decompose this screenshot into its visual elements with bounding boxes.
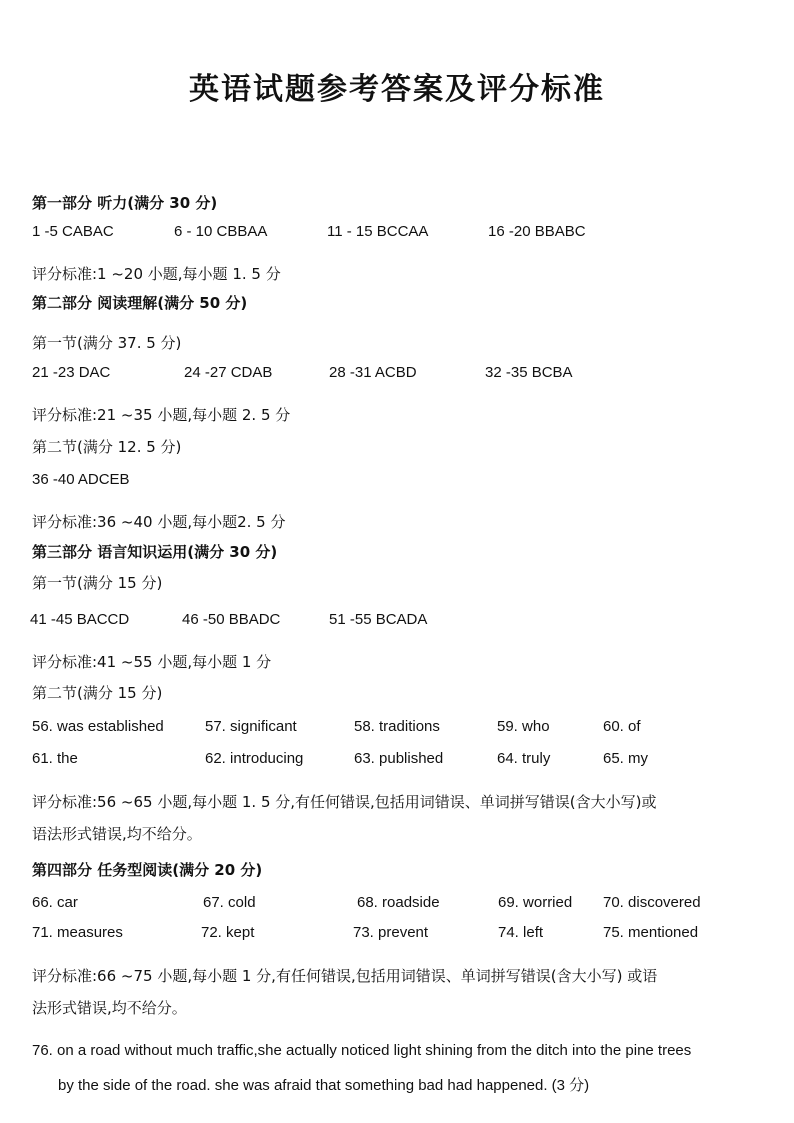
part1-answer-row (0, 223, 794, 245)
part2-section2-answer-row (0, 471, 794, 493)
part2-section2-criteria: 评分标准:36 ~40 小题,每小题2. 5 分 (32, 513, 286, 531)
answer-group: 6 - 10 CBBAA (174, 223, 268, 240)
answer-item: 74. left (498, 924, 544, 941)
answer-item: 56. was established (32, 718, 164, 735)
answer-item: 62. introducing (205, 750, 304, 767)
answer-item: 61. the (32, 750, 78, 767)
answer-item: 58. traditions (354, 718, 440, 735)
part2-section1-criteria: 评分标准:21 ~35 小题,每小题 2. 5 分 (32, 406, 291, 424)
answer-item: 70. discovered (603, 894, 701, 911)
part2-heading: 第二部分 阅读理解(满分 50 分) (32, 294, 248, 312)
answer-item: 72. kept (201, 924, 255, 941)
answer-item: 60. of (603, 718, 641, 735)
part3-section1-answer-row (0, 611, 794, 633)
part2-section1-answer-row (0, 364, 794, 386)
part3-section2-heading: 第二节(满分 15 分) (32, 684, 163, 702)
q76-answer-line1 (0, 1042, 794, 1064)
answer-item: 64. truly (497, 750, 551, 767)
answer-group: 36 -40 ADCEB (32, 471, 130, 488)
answer-group: 1 -5 CABAC (32, 223, 114, 240)
part4-heading: 第四部分 任务型阅读(满分 20 分) (32, 861, 263, 879)
part1-criteria: 评分标准:1 ~20 小题,每小题 1. 5 分 (32, 265, 281, 283)
answer-item: 65. my (603, 750, 649, 767)
answer-item: 73. prevent (353, 924, 429, 941)
part3-section2-answer-row-2 (0, 750, 794, 772)
answer-group: 11 - 15 BCCAA (327, 223, 429, 240)
part3-section1-criteria: 评分标准:41 ~55 小题,每小题 1 分 (32, 653, 272, 671)
answer-group: 21 -23 DAC (32, 364, 111, 381)
answer-item: 71. measures (32, 924, 123, 941)
answer-group: 24 -27 CDAB (184, 364, 273, 381)
part3-section1-heading: 第一节(满分 15 分) (32, 574, 163, 592)
part4-answer-row-2 (0, 924, 794, 946)
part2-section2-heading: 第二节(满分 12. 5 分) (32, 438, 182, 456)
answer-item: 68. roadside (357, 894, 440, 911)
part4-answer-row-1 (0, 894, 794, 916)
answer-item: 75. mentioned (603, 924, 699, 941)
answer-group: 16 -20 BBABC (488, 223, 586, 240)
q76-text: 76. on a road without much traffic,she actually noticed light shining from the ditch into the pine trees (32, 1042, 692, 1059)
part4-criteria-line2: 法形式错误,均不给分。 (32, 999, 187, 1017)
part4-criteria-line1: 评分标准:66 ~75 小题,每小题 1 分,有任何错误,包括用词错误、单词拼写错误(含大小写) 或语 (32, 967, 658, 985)
part3-heading: 第三部分 语言知识运用(满分 30 分) (32, 543, 278, 561)
q76-answer-line2 (0, 1074, 794, 1096)
part2-section1-heading: 第一节(满分 37. 5 分) (32, 334, 182, 352)
part3-section2-criteria-line2: 语法形式错误,均不给分。 (32, 825, 202, 843)
answer-item: 57. significant (205, 718, 297, 735)
part3-section2-answer-row-1 (0, 718, 794, 740)
answer-group: 41 -45 BACCD (30, 611, 130, 628)
answer-group: 46 -50 BBADC (182, 611, 281, 628)
answer-group: 32 -35 BCBA (485, 364, 573, 381)
answer-group: 51 -55 BCADA (329, 611, 428, 628)
part3-section2-criteria-line1: 评分标准:56 ~65 小题,每小题 1. 5 分,有任何错误,包括用词错误、单词拼写错误(含大小写)或 (32, 793, 657, 811)
answer-group: 28 -31 ACBD (329, 364, 417, 381)
answer-item: 63. published (354, 750, 444, 767)
answer-item: 69. worried (498, 894, 573, 911)
answer-item: 66. car (32, 894, 78, 911)
part1-heading: 第一部分 听力(满分 30 分) (32, 194, 218, 212)
answer-item: 59. who (497, 718, 550, 735)
answer-item: 67. cold (203, 894, 256, 911)
q76-text: by the side of the road. she was afraid that something bad had happened. (3 分) (58, 1077, 590, 1094)
page-title: 英语试题参考答案及评分标准 (189, 72, 605, 107)
